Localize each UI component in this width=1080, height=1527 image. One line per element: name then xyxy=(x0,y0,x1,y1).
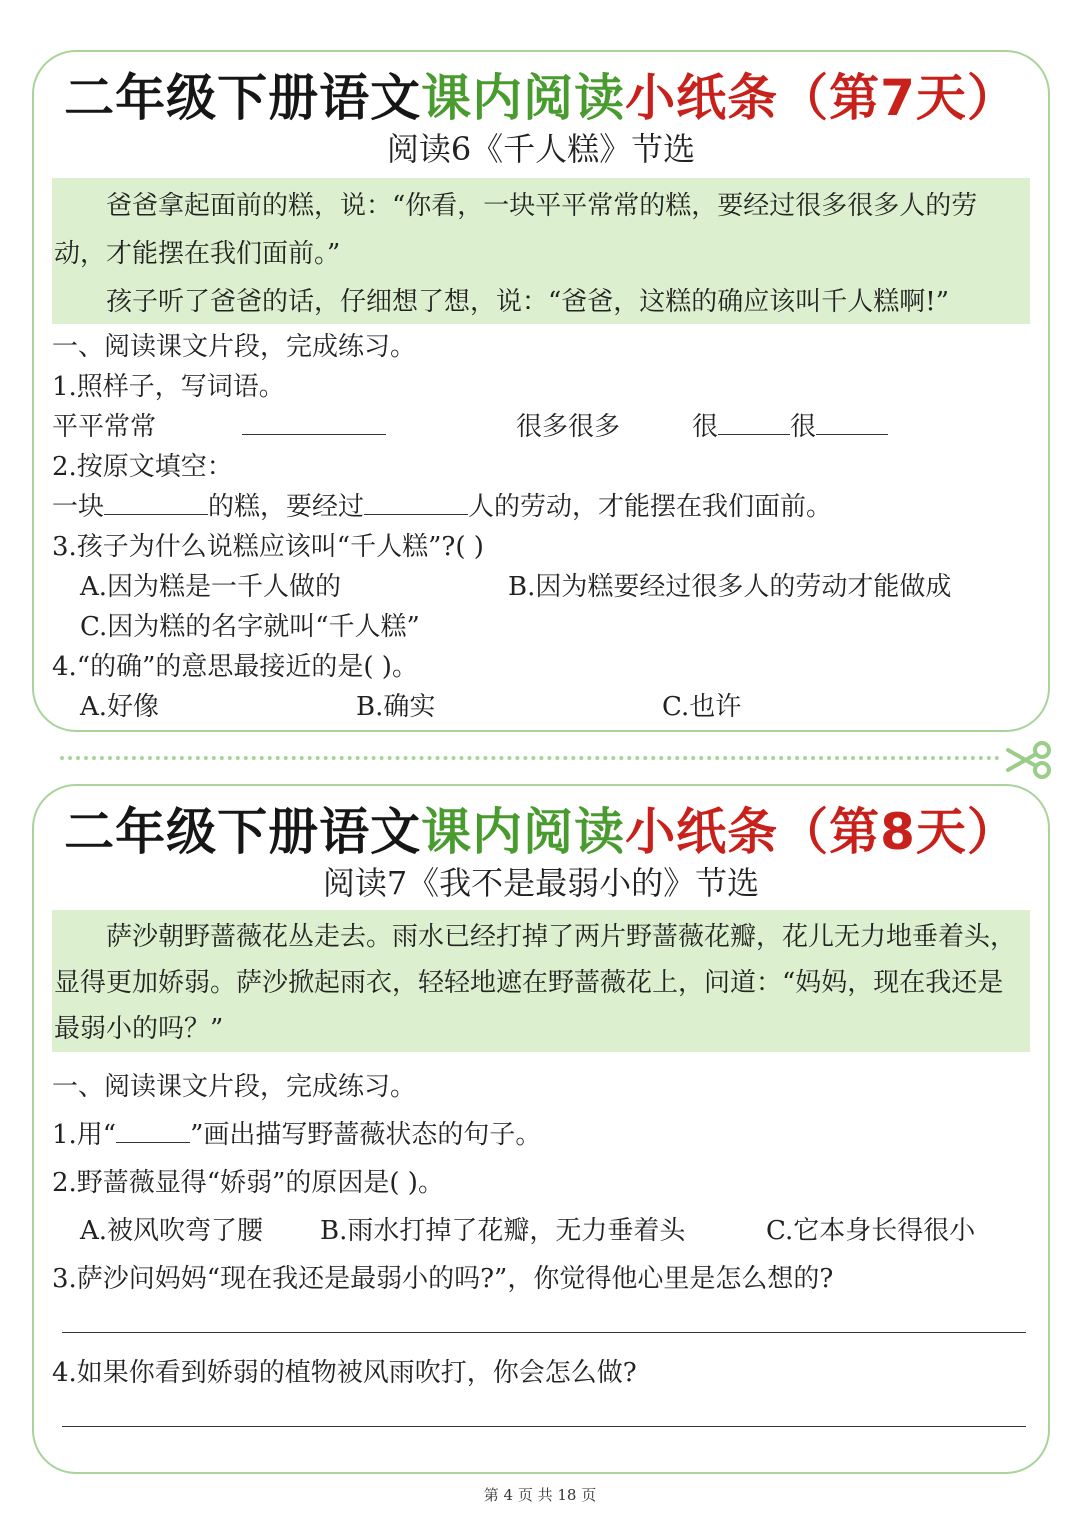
question-1: 1.照样子，写词语。 xyxy=(52,372,285,402)
scissors-icon xyxy=(1004,740,1058,780)
title-reading: 课内阅读 xyxy=(421,69,626,127)
reading-card-day8 xyxy=(32,784,1050,1474)
title-grade: 二年级下册语文 xyxy=(64,803,422,861)
answer-line[interactable] xyxy=(62,1332,1026,1333)
passage-paragraph: 爸爸拿起面前的糕，说：“你看，一块平平常常的糕，要经过很多很多人的劳动，才能摆在我们面前。” xyxy=(54,191,978,269)
section-heading: 一、阅读课文片段，完成练习。 xyxy=(52,1072,417,1102)
sentence-part: ”画出描写野蔷薇状态的句子。 xyxy=(190,1120,542,1150)
question-4: 4.“的确”的意思最接近的是( )。 xyxy=(52,652,418,682)
question-3: 3.孩子为什么说糕应该叫“千人糕”?( ) xyxy=(52,532,484,562)
answer-line[interactable] xyxy=(62,1426,1026,1427)
title-reading: 课内阅读 xyxy=(421,803,626,861)
title-note: 小纸条 xyxy=(625,69,779,127)
card-subtitle: 阅读7《我不是最弱小的》节选 xyxy=(322,864,760,902)
sentence-part: 人的劳动，才能摆在我们面前。 xyxy=(468,492,833,522)
option-b[interactable]: B.确实 xyxy=(356,692,436,722)
title-grade: 二年级下册语文 xyxy=(64,69,422,127)
card-subtitle: 阅读6《千人糕》节选 xyxy=(386,130,696,168)
sentence-part: 1.用“ xyxy=(52,1120,117,1150)
page-number: 第 4 页 共 18 页 xyxy=(483,1486,597,1504)
answer-blank[interactable] xyxy=(116,1116,190,1143)
title-day: （第8天） xyxy=(778,803,1018,861)
card-title xyxy=(34,792,1048,864)
question-2-sentence xyxy=(52,486,832,523)
reading-card-day7 xyxy=(32,50,1050,732)
example-word-2: 很多很多 xyxy=(516,412,621,442)
answer-blank[interactable] xyxy=(816,408,888,435)
option-c[interactable]: C.因为糕的名字就叫“千人糕” xyxy=(80,612,420,642)
option-c[interactable]: C.也许 xyxy=(662,692,742,722)
section-heading: 一、阅读课文片段，完成练习。 xyxy=(52,332,417,362)
cut-line xyxy=(60,756,1000,760)
sentence-part: 的糕，要经过 xyxy=(208,492,365,522)
answer-blank[interactable] xyxy=(242,408,386,435)
option-a[interactable]: A.好像 xyxy=(80,692,160,722)
passage-paragraph: 孩子听了爸爸的话，仔细想了想，说：“爸爸，这糕的确应该叫千人糕啊!” xyxy=(106,287,950,317)
answer-blank[interactable] xyxy=(718,408,790,435)
option-a[interactable]: A.被风吹弯了腰 xyxy=(80,1216,264,1246)
example-word-3 xyxy=(692,406,888,443)
title-note: 小纸条 xyxy=(625,803,779,861)
example-char: 很 xyxy=(790,412,817,442)
option-c[interactable]: C.它本身长得很小 xyxy=(766,1216,976,1246)
card-title xyxy=(34,58,1048,130)
passage-box xyxy=(52,178,1030,324)
passage-box xyxy=(52,910,1030,1052)
question-2: 2.按原文填空： xyxy=(52,452,233,482)
question-1 xyxy=(52,1114,541,1151)
example-char: 很 xyxy=(692,412,719,442)
example-word-1: 平平常常 xyxy=(52,412,157,442)
question-2: 2.野蔷薇显得“娇弱”的原因是( )。 xyxy=(52,1168,444,1198)
passage-paragraph: 萨沙朝野蔷薇花丛走去。雨水已经打掉了两片野蔷薇花瓣，花儿无力地垂着头，显得更加娇弱。萨沙掀起雨衣，轻轻地遮在野蔷薇花上，问道：“妈妈，现在我还是最弱小的吗？” xyxy=(54,922,1017,1044)
answer-blank[interactable] xyxy=(364,488,468,515)
option-a[interactable]: A.因为糕是一千人做的 xyxy=(80,572,342,602)
option-b[interactable]: B.因为糕要经过很多人的劳动才能做成 xyxy=(508,572,952,602)
question-4: 4.如果你看到娇弱的植物被风雨吹打，你会怎么做? xyxy=(52,1358,637,1388)
title-day: （第7天） xyxy=(778,69,1018,127)
answer-blank[interactable] xyxy=(104,488,208,515)
sentence-part: 一块 xyxy=(52,492,105,522)
question-3: 3.萨沙问妈妈“现在我还是最弱小的吗?”，你觉得他心里是怎么想的? xyxy=(52,1264,834,1294)
option-b[interactable]: B.雨水打掉了花瓣，无力垂着头 xyxy=(320,1216,686,1246)
